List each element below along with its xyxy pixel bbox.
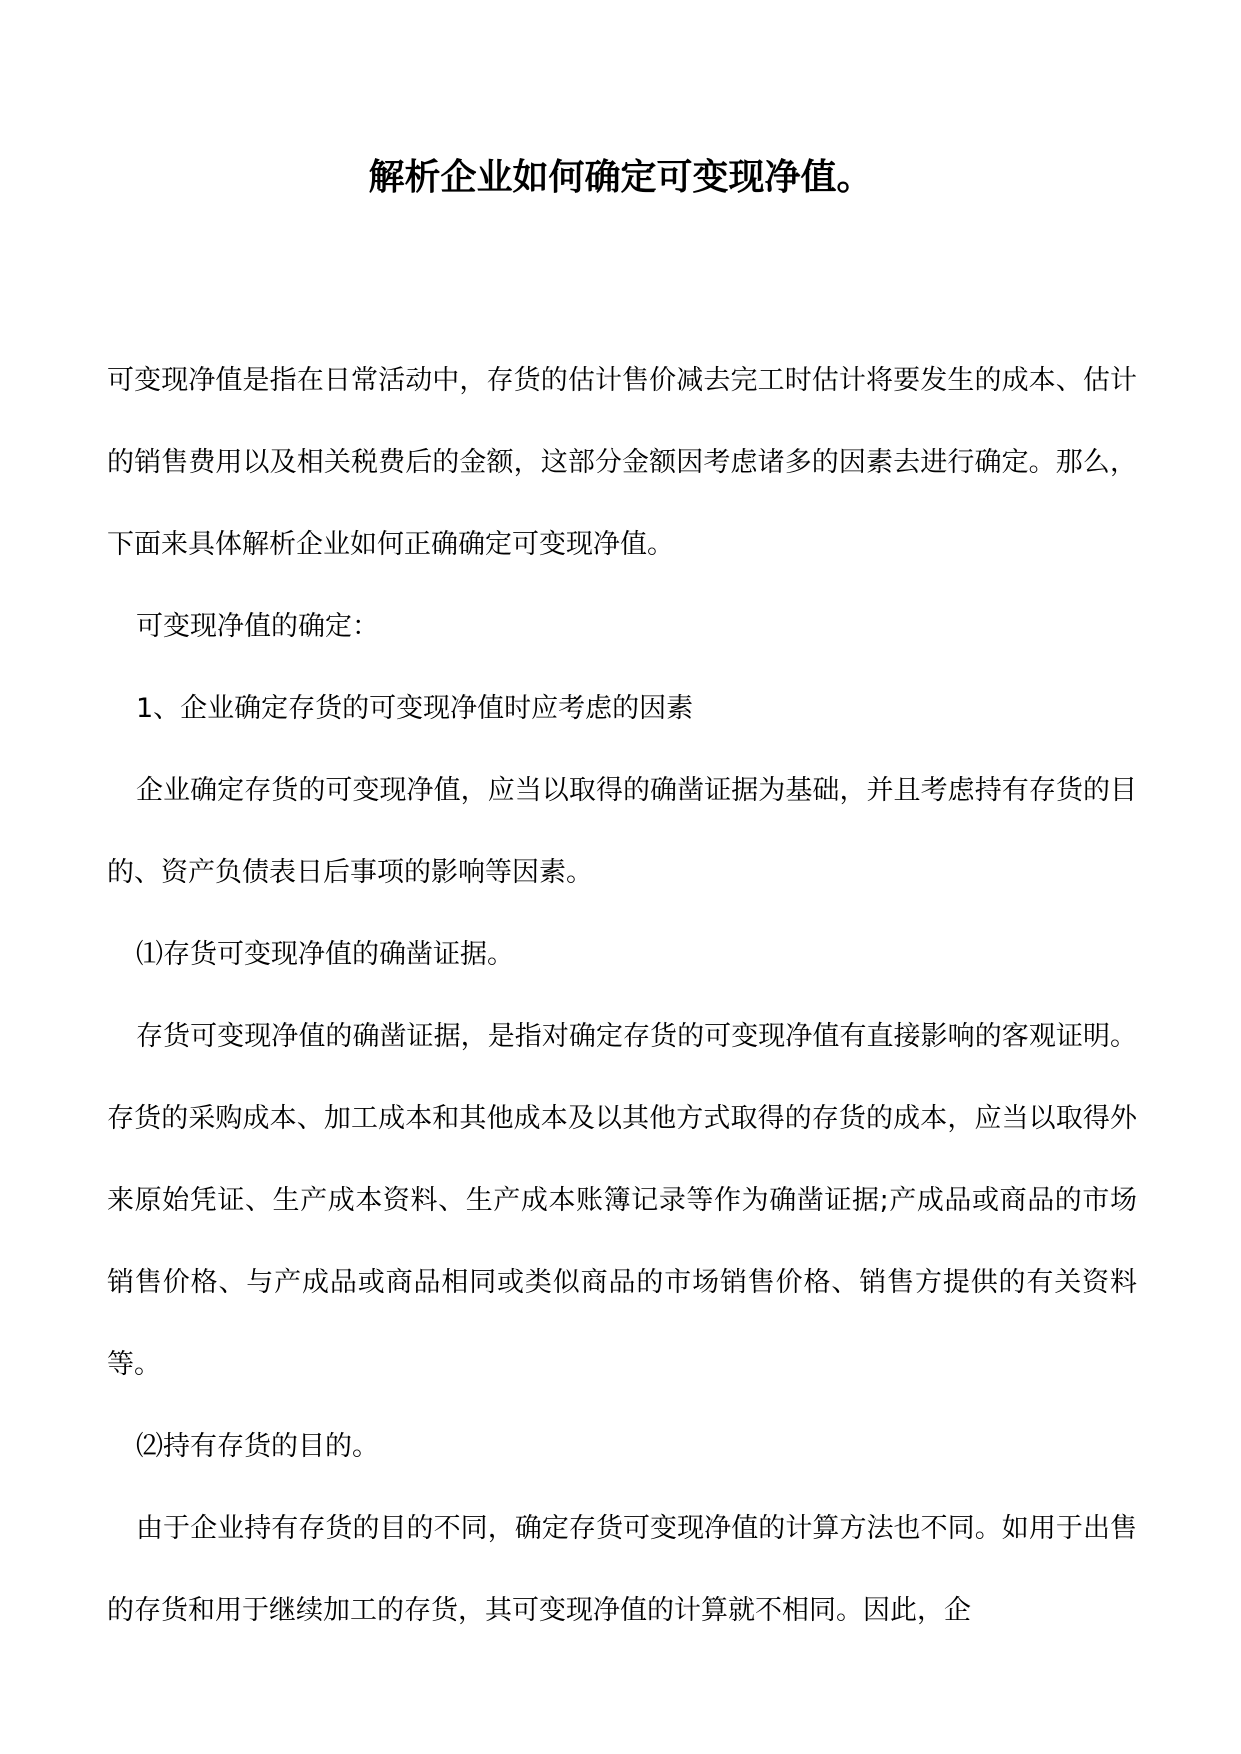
paragraph-item-1-heading: 1、企业确定存货的可变现净值时应考虑的因素 [136, 693, 694, 724]
paragraph-subitem-1-heading: ⑴存货可变现净值的确凿证据。 [136, 939, 514, 970]
paragraph-subitem-2-body: 由于企业持有存货的目的不同，确定存货可变现净值的计算方法也不同。如用于出售的存货和用于继续加工的存货，其可变现净值的计算就不相同。因此，企 [107, 1513, 1137, 1626]
page-title: 解析企业如何确定可变现净值。 [368, 156, 873, 198]
paragraph-section-heading: 可变现净值的确定： [136, 611, 379, 642]
paragraph-subitem-2-heading: ⑵持有存货的目的。 [136, 1431, 379, 1462]
paragraph-subitem-1-body: 存货可变现净值的确凿证据，是指对确定存货的可变现净值有直接影响的客观证明。存货的采购成本、加工成本和其他成本及以其他方式取得的存货的成本，应当以取得外来原始凭证、生产成本资料、生产成本账簿记录等作为确凿证据;产成品或商品的市场销售价格、与产成品或商品相同或类似商品的市场销售价格、销售方提供的有关资料等。 [107, 1021, 1137, 1380]
paragraph-item-1-body: 企业确定存货的可变现净值，应当以取得的确凿证据为基础，并且考虑持有存货的目的、资产负债表日后事项的影响等因素。 [107, 775, 1137, 888]
document-body [107, 340, 1137, 1652]
paragraph-definition: 可变现净值是指在日常活动中，存货的估计售价减去完工时估计将要发生的成本、估计的销售费用以及相关税费后的金额，这部分金额因考虑诸多的因素去进行确定。那么，下面来具体解析企业如何正确确定可变现净值。 [107, 365, 1137, 560]
